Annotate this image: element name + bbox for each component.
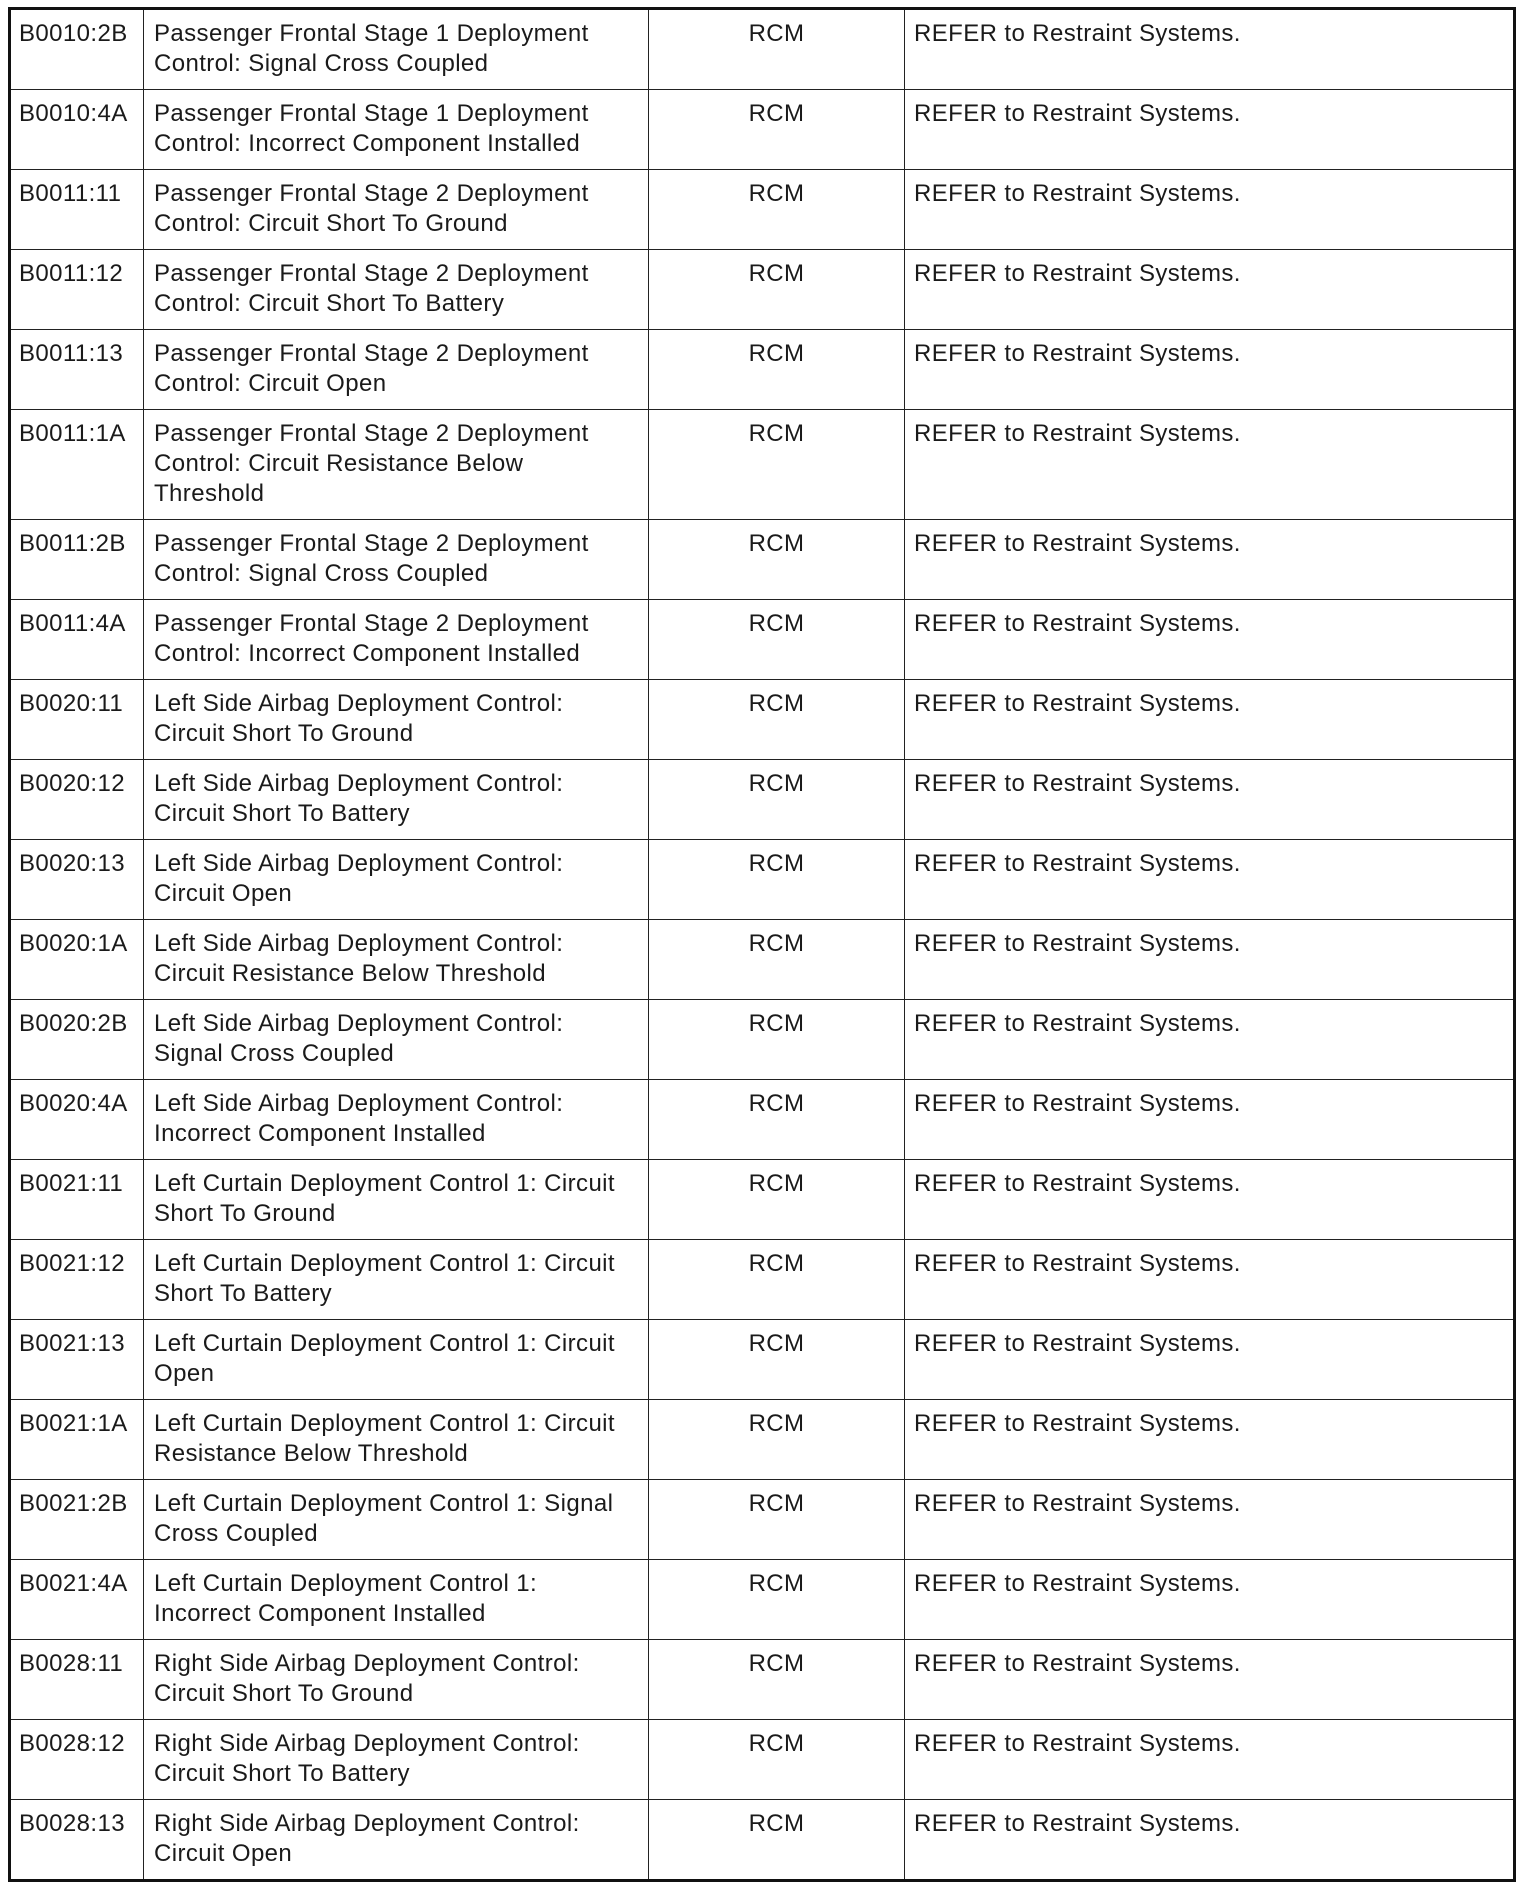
table-row	[10, 1080, 1515, 1160]
table-row	[10, 1480, 1515, 1560]
dtc-module: RCM	[649, 1320, 905, 1400]
dtc-action: REFER to Restraint Systems.	[905, 90, 1515, 170]
dtc-code: B0021:13	[10, 1320, 144, 1400]
table-row	[10, 1000, 1515, 1080]
dtc-description: Passenger Frontal Stage 1 Deployment Control: Signal Cross Coupled	[144, 9, 649, 90]
dtc-module: RCM	[649, 840, 905, 920]
dtc-code: B0011:13	[10, 330, 144, 410]
dtc-description: Right Side Airbag Deployment Control: Circuit Open	[144, 1800, 649, 1881]
dtc-module: RCM	[649, 760, 905, 840]
table-row	[10, 680, 1515, 760]
dtc-code: B0021:1A	[10, 1400, 144, 1480]
dtc-description: Left Side Airbag Deployment Control: Circuit Open	[144, 840, 649, 920]
dtc-code: B0011:4A	[10, 600, 144, 680]
table-row	[10, 840, 1515, 920]
table-row	[10, 330, 1515, 410]
dtc-module: RCM	[649, 9, 905, 90]
dtc-module: RCM	[649, 1080, 905, 1160]
dtc-module: RCM	[649, 1800, 905, 1881]
dtc-code: B0020:13	[10, 840, 144, 920]
dtc-code: B0020:12	[10, 760, 144, 840]
dtc-description: Passenger Frontal Stage 2 Deployment Control: Circuit Short To Battery	[144, 250, 649, 330]
dtc-description: Left Side Airbag Deployment Control: Incorrect Component Installed	[144, 1080, 649, 1160]
dtc-code: B0010:2B	[10, 9, 144, 90]
dtc-action: REFER to Restraint Systems.	[905, 840, 1515, 920]
dtc-module: RCM	[649, 1480, 905, 1560]
table-row	[10, 600, 1515, 680]
dtc-code: B0020:11	[10, 680, 144, 760]
dtc-action: REFER to Restraint Systems.	[905, 9, 1515, 90]
dtc-code: B0010:4A	[10, 90, 144, 170]
dtc-module: RCM	[649, 1400, 905, 1480]
table-row	[10, 90, 1515, 170]
dtc-table	[8, 7, 1516, 1882]
dtc-code: B0020:1A	[10, 920, 144, 1000]
dtc-description: Left Curtain Deployment Control 1: Incorrect Component Installed	[144, 1560, 649, 1640]
dtc-description: Left Side Airbag Deployment Control: Circuit Resistance Below Threshold	[144, 920, 649, 1000]
dtc-code: B0021:2B	[10, 1480, 144, 1560]
table-row	[10, 1560, 1515, 1640]
dtc-action: REFER to Restraint Systems.	[905, 680, 1515, 760]
dtc-code: B0011:1A	[10, 410, 144, 520]
dtc-description: Passenger Frontal Stage 1 Deployment Control: Incorrect Component Installed	[144, 90, 649, 170]
dtc-module: RCM	[649, 520, 905, 600]
table-row	[10, 1640, 1515, 1720]
dtc-code: B0020:2B	[10, 1000, 144, 1080]
dtc-module: RCM	[649, 1560, 905, 1640]
dtc-module: RCM	[649, 1240, 905, 1320]
dtc-module: RCM	[649, 170, 905, 250]
dtc-action: REFER to Restraint Systems.	[905, 1800, 1515, 1881]
dtc-action: REFER to Restraint Systems.	[905, 1240, 1515, 1320]
dtc-action: REFER to Restraint Systems.	[905, 1160, 1515, 1240]
dtc-module: RCM	[649, 1640, 905, 1720]
dtc-description: Passenger Frontal Stage 2 Deployment Control: Circuit Short To Ground	[144, 170, 649, 250]
table-row	[10, 1160, 1515, 1240]
table-row	[10, 1320, 1515, 1400]
dtc-description: Passenger Frontal Stage 2 Deployment Control: Incorrect Component Installed	[144, 600, 649, 680]
dtc-code: B0028:13	[10, 1800, 144, 1881]
table-row	[10, 9, 1515, 90]
dtc-module: RCM	[649, 250, 905, 330]
dtc-code: B0028:12	[10, 1720, 144, 1800]
table-row	[10, 250, 1515, 330]
dtc-action: REFER to Restraint Systems.	[905, 1640, 1515, 1720]
table-row	[10, 520, 1515, 600]
dtc-action: REFER to Restraint Systems.	[905, 1560, 1515, 1640]
dtc-action: REFER to Restraint Systems.	[905, 1480, 1515, 1560]
dtc-description: Right Side Airbag Deployment Control: Circuit Short To Battery	[144, 1720, 649, 1800]
dtc-action: REFER to Restraint Systems.	[905, 600, 1515, 680]
dtc-code: B0020:4A	[10, 1080, 144, 1160]
dtc-action: REFER to Restraint Systems.	[905, 1320, 1515, 1400]
dtc-action: REFER to Restraint Systems.	[905, 250, 1515, 330]
dtc-module: RCM	[649, 600, 905, 680]
dtc-code: B0011:2B	[10, 520, 144, 600]
dtc-code: B0011:11	[10, 170, 144, 250]
dtc-action: REFER to Restraint Systems.	[905, 1720, 1515, 1800]
dtc-code: B0028:11	[10, 1640, 144, 1720]
dtc-description: Left Curtain Deployment Control 1: Circuit Open	[144, 1320, 649, 1400]
dtc-code: B0021:11	[10, 1160, 144, 1240]
dtc-description: Passenger Frontal Stage 2 Deployment Control: Circuit Resistance Below Threshold	[144, 410, 649, 520]
dtc-description: Left Curtain Deployment Control 1: Circuit Short To Battery	[144, 1240, 649, 1320]
dtc-code: B0021:12	[10, 1240, 144, 1320]
dtc-module: RCM	[649, 920, 905, 1000]
dtc-description: Left Side Airbag Deployment Control: Signal Cross Coupled	[144, 1000, 649, 1080]
dtc-module: RCM	[649, 1160, 905, 1240]
dtc-module: RCM	[649, 330, 905, 410]
dtc-description: Passenger Frontal Stage 2 Deployment Control: Circuit Open	[144, 330, 649, 410]
dtc-action: REFER to Restraint Systems.	[905, 1080, 1515, 1160]
dtc-module: RCM	[649, 1000, 905, 1080]
dtc-module: RCM	[649, 680, 905, 760]
dtc-code: B0011:12	[10, 250, 144, 330]
dtc-action: REFER to Restraint Systems.	[905, 1400, 1515, 1480]
dtc-description: Right Side Airbag Deployment Control: Circuit Short To Ground	[144, 1640, 649, 1720]
dtc-action: REFER to Restraint Systems.	[905, 920, 1515, 1000]
table-row	[10, 170, 1515, 250]
dtc-description: Left Side Airbag Deployment Control: Circuit Short To Ground	[144, 680, 649, 760]
dtc-description: Left Side Airbag Deployment Control: Circuit Short To Battery	[144, 760, 649, 840]
dtc-action: REFER to Restraint Systems.	[905, 170, 1515, 250]
table-row	[10, 1400, 1515, 1480]
dtc-code: B0021:4A	[10, 1560, 144, 1640]
table-row	[10, 1720, 1515, 1800]
dtc-action: REFER to Restraint Systems.	[905, 330, 1515, 410]
dtc-module: RCM	[649, 410, 905, 520]
table-row	[10, 760, 1515, 840]
table-row	[10, 1800, 1515, 1881]
table-row	[10, 1240, 1515, 1320]
dtc-action: REFER to Restraint Systems.	[905, 410, 1515, 520]
dtc-action: REFER to Restraint Systems.	[905, 760, 1515, 840]
dtc-module: RCM	[649, 90, 905, 170]
dtc-action: REFER to Restraint Systems.	[905, 520, 1515, 600]
dtc-description: Left Curtain Deployment Control 1: Circuit Short To Ground	[144, 1160, 649, 1240]
dtc-module: RCM	[649, 1720, 905, 1800]
dtc-description: Left Curtain Deployment Control 1: Signal Cross Coupled	[144, 1480, 649, 1560]
table-row	[10, 920, 1515, 1000]
dtc-action: REFER to Restraint Systems.	[905, 1000, 1515, 1080]
table-row	[10, 410, 1515, 520]
dtc-description: Passenger Frontal Stage 2 Deployment Control: Signal Cross Coupled	[144, 520, 649, 600]
dtc-description: Left Curtain Deployment Control 1: Circuit Resistance Below Threshold	[144, 1400, 649, 1480]
